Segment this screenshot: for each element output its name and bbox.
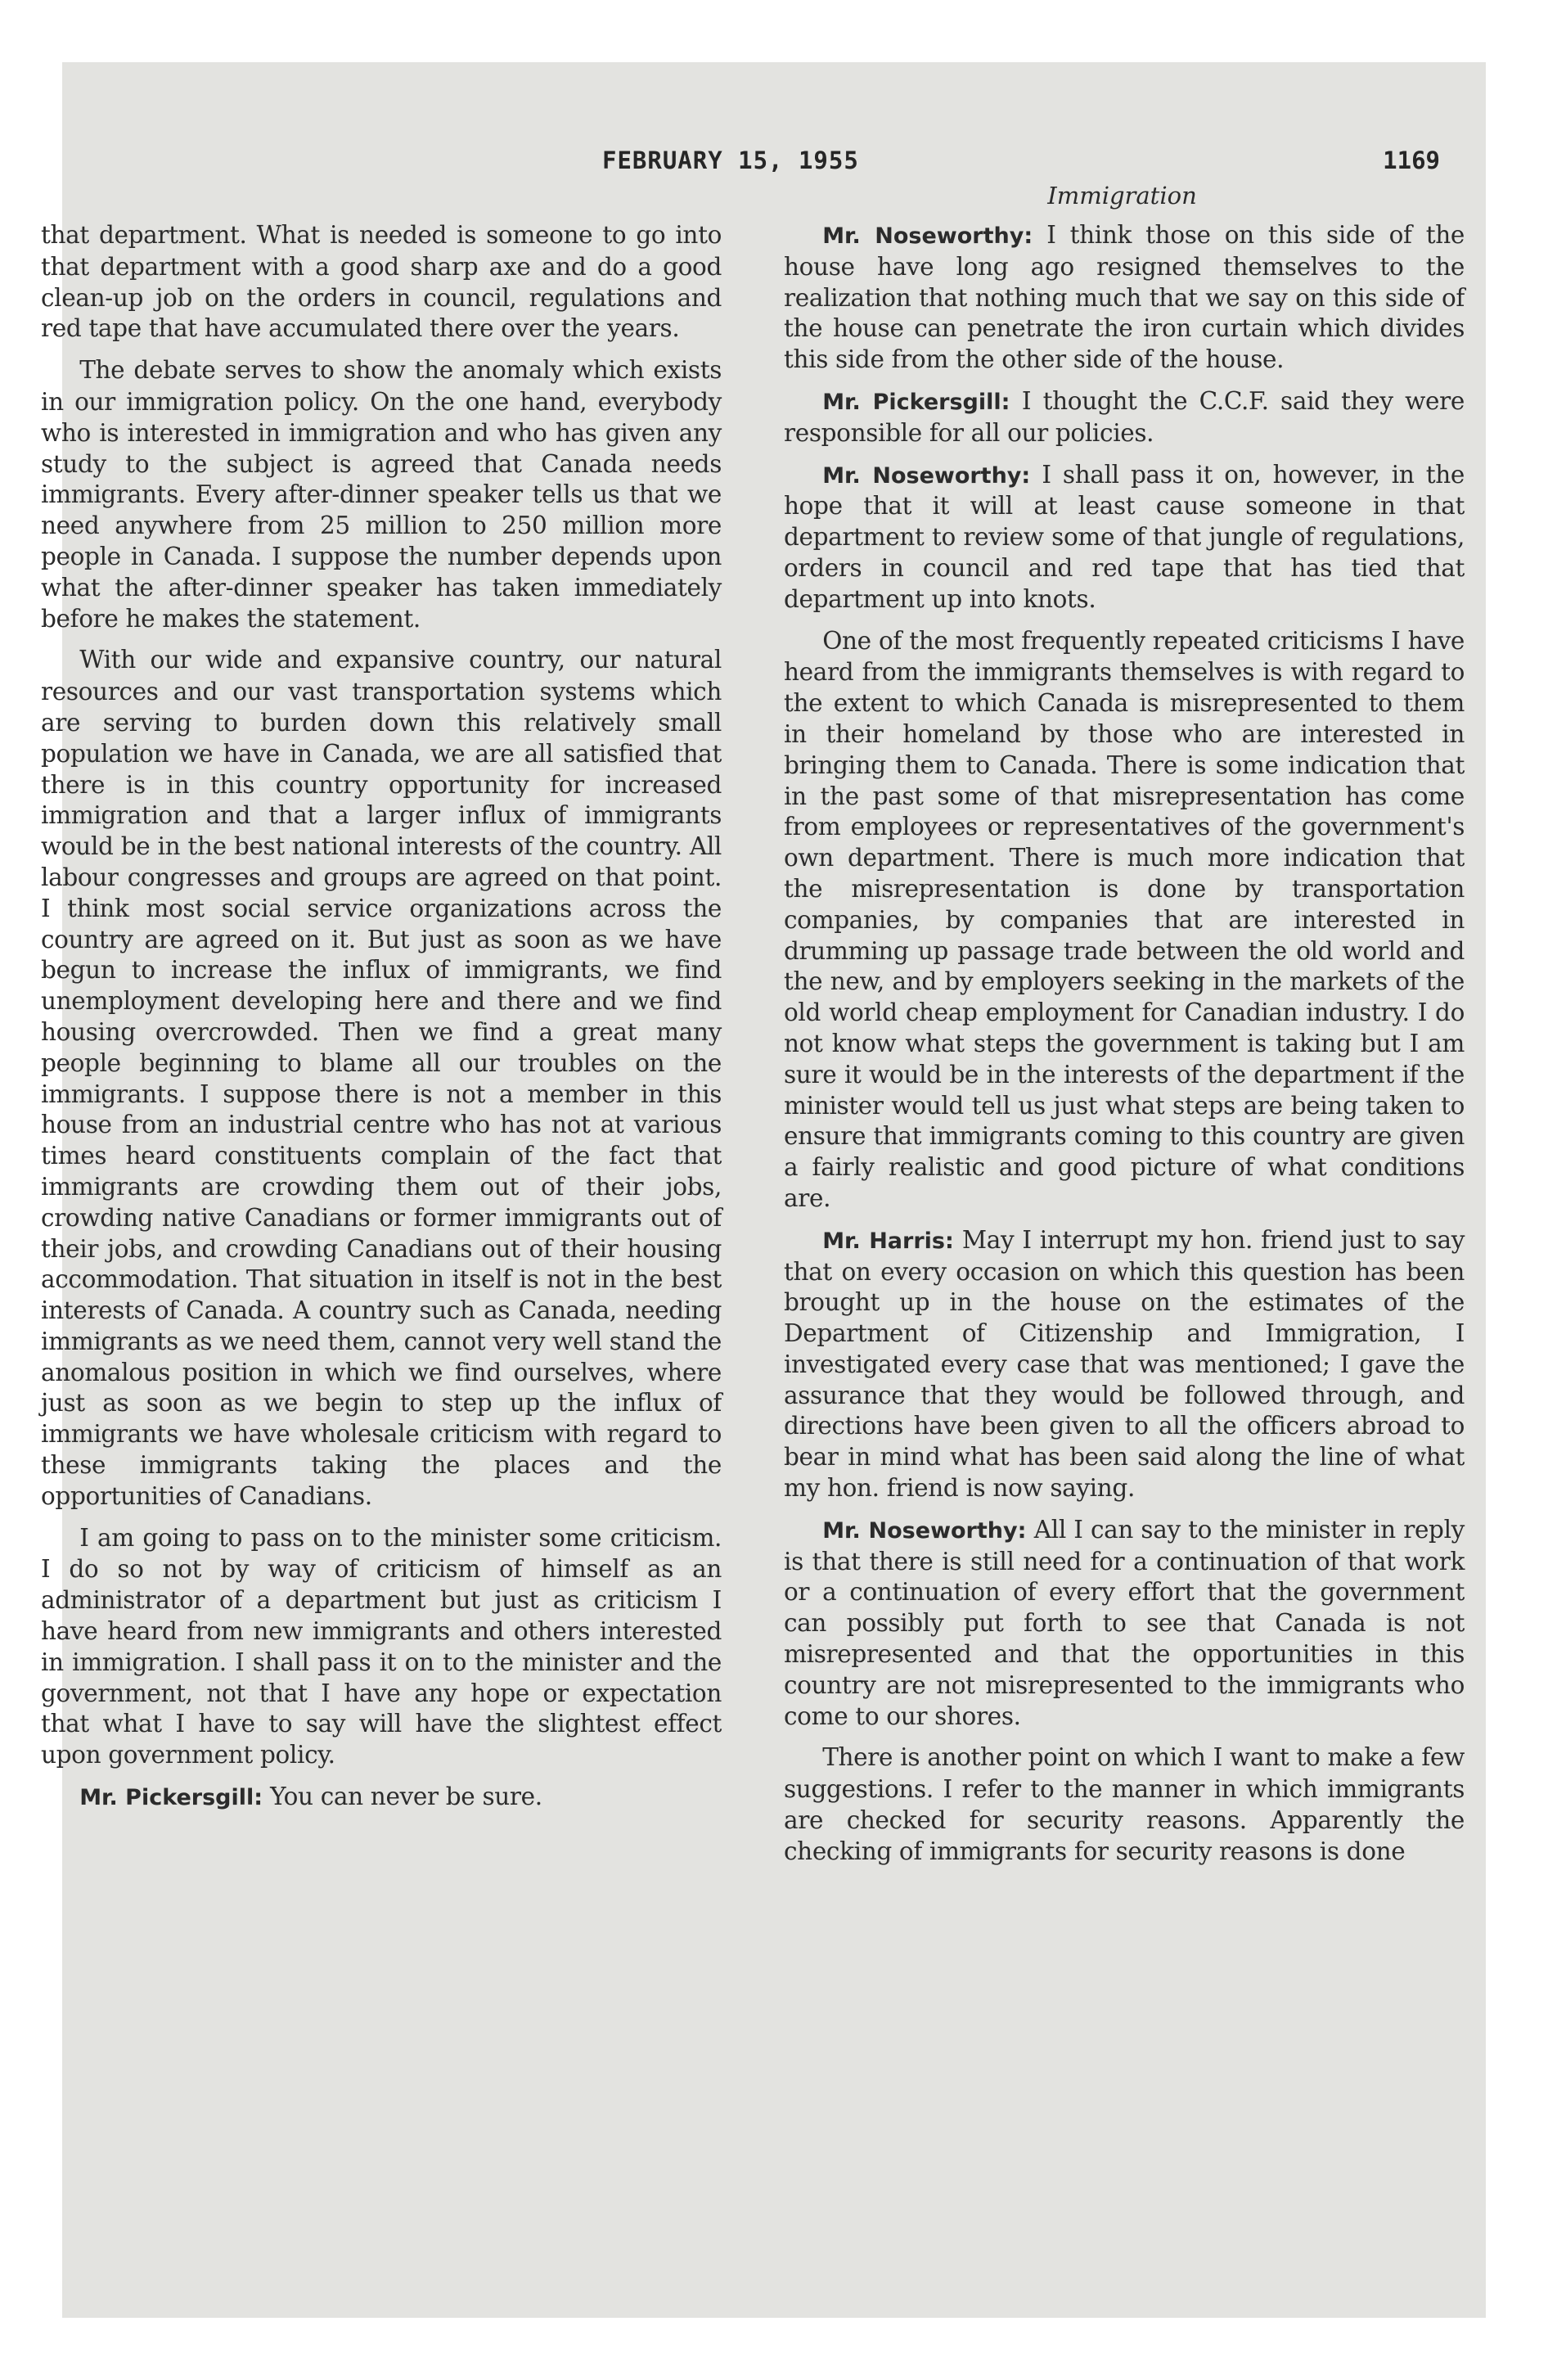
right-column	[784, 220, 1465, 1878]
speaker-name: Mr. Noseworthy:	[822, 1517, 1027, 1544]
section-title: Immigration	[1047, 182, 1197, 210]
page-number: 1169	[1383, 146, 1440, 174]
speech-paragraph	[784, 220, 1465, 376]
paragraph-text: I am going to pass on to the minister some criticism. I do so not by way of criticism of himself as an administrator of a department but just as criticism I have heard from new immigrants and others interested in immigration. I shall pass it on to the minister and the government, not that I have any hope or expectation that what I have to say will have the slightest effect upon government policy.	[41, 1523, 722, 1769]
speaker-name: Mr. Noseworthy:	[822, 223, 1033, 249]
speech-paragraph	[41, 1782, 722, 1814]
paragraph-text: You can never be sure.	[270, 1783, 542, 1811]
paragraph	[41, 355, 722, 634]
paragraph	[784, 626, 1465, 1215]
speech-paragraph	[784, 1225, 1465, 1504]
paragraph-text: One of the most frequently repeated criticisms I have heard from the immigrants themselves is with regard to the extent to which Canada is misrepresented to them in their homeland by those who are interested in bringing them to Canada. There is some indication that in the past some of that misrepresentation has come from employees or representatives of the government's own department. There is much more indication that the misrepresentation is done by transportation companies, by companies that are interested in drumming up passage trade between the old world and the new, and by employers seeking in the markets of the old world cheap employment for Canadian industry. I do not know what steps the government is taking but I am sure it would be in the interests of the department if the minister would tell us just what steps are being taken to ensure that immigrants coming to this country are given a fairly realistic and good picture of what conditions are.	[784, 626, 1465, 1212]
paragraph-text: All I can say to the minister in reply is that there is still need for a continuation of that work or a continuation of every effort that the government can possibly put forth to see that Canada is not misrepresented and that the opportunities in this country are not misrepresented to the immigrants who come to our shores.	[784, 1515, 1465, 1730]
speech-paragraph	[784, 1515, 1465, 1733]
paragraph-text: The debate serves to show the anomaly which exists in our immigration policy. On the one hand, everybody who is interested in immigration and who has given any study to the subject is agreed that Canada needs immigrants. Every after-dinner speaker tells us that we need anywhere from 25 million to 250 million more people in Canada. I suppose the number depends upon what the after-dinner speaker has taken immediately before he makes the statement.	[41, 356, 722, 633]
speaker-name: Mr. Noseworthy:	[822, 462, 1031, 489]
paragraph-text: I shall pass it on, however, in the hope that it will at least cause someone in that department to review some of that jungle of regulations, orders in council and red tape that has tied that department up into knots.	[784, 460, 1465, 613]
speaker-name: Mr. Pickersgill:	[822, 389, 1010, 415]
paragraph-text: With our wide and expansive country, our natural resources and our vast transportation systems which are serving to burden down this relatively small population we have in Canada, we are all satisfied that there is in this country opportunity for increased immigration and that a larger influx of immigrants would be in the best national interests of the country. All labour congresses and groups are agreed on that point. I think most social service organizations across the country are agreed on it. But just as soon as we have begun to increase the influx of immigrants, we find unemployment developing here and there and we find housing overcrowded. Then we find a great many people beginning to blame all our troubles on the immigrants. I suppose there is not a member in this house from an industrial centre who has not at various times heard constituents complain of the fact that immigrants are crowding them out of their jobs, crowding native Canadians or former immigrants out of their jobs, and crowding Canadians out of their housing accommodation. That situation in itself is not in the best interests of Canada. A country such as Canada, needing immigrants as we need them, cannot very well stand the anomalous position in which we find ourselves, where just as soon as we begin to step up the influx of immigrants we have wholesale criticism with regard to these immigrants taking the places and the opportunities of Canadians.	[41, 646, 722, 1510]
speech-paragraph	[784, 460, 1465, 615]
left-column	[41, 220, 722, 1824]
paragraph-text: There is another point on which I want to make a few suggestions. I refer to the manner in which immigrants are checked for security reasons. Apparently the checking of immigrants for security reasons is done	[784, 1743, 1465, 1865]
paragraph	[41, 220, 722, 345]
paragraph-text: I think those on this side of the house have long ago resigned themselves to the realization that nothing much that we say on this side of the house can penetrate the iron curtain which divides this side from the other side of the house.	[784, 221, 1465, 374]
paragraph-text: May I interrupt my hon. friend just to say that on every occasion on which this question has been brought up in the house on the estimates of the Department of Citizenship and Immigration, I investigated every case that was mentioned; I gave the assurance that they would be followed through, and directions have been given to all the officers abroad to bear in mind what has been said along the line of what my hon. friend is now saying.	[784, 1225, 1465, 1503]
paragraph-text: I thought the C.C.F. said they were responsible for all our policies.	[784, 386, 1465, 447]
speaker-name: Mr. Pickersgill:	[79, 1785, 263, 1811]
speaker-name: Mr. Harris:	[822, 1228, 954, 1254]
paragraph	[784, 1742, 1465, 1867]
speech-paragraph	[784, 386, 1465, 449]
paragraph	[41, 1523, 722, 1771]
paragraph-text: that department. What is needed is someone to go into that department with a good sharp axe and do a good clean-up job on the orders in council, regulations and red tape that have accumulated there over the years.	[41, 221, 722, 343]
scanned-page	[41, 62, 1486, 2318]
paragraph	[41, 645, 722, 1512]
running-title: FEBRUARY 15, 1955	[602, 146, 859, 174]
